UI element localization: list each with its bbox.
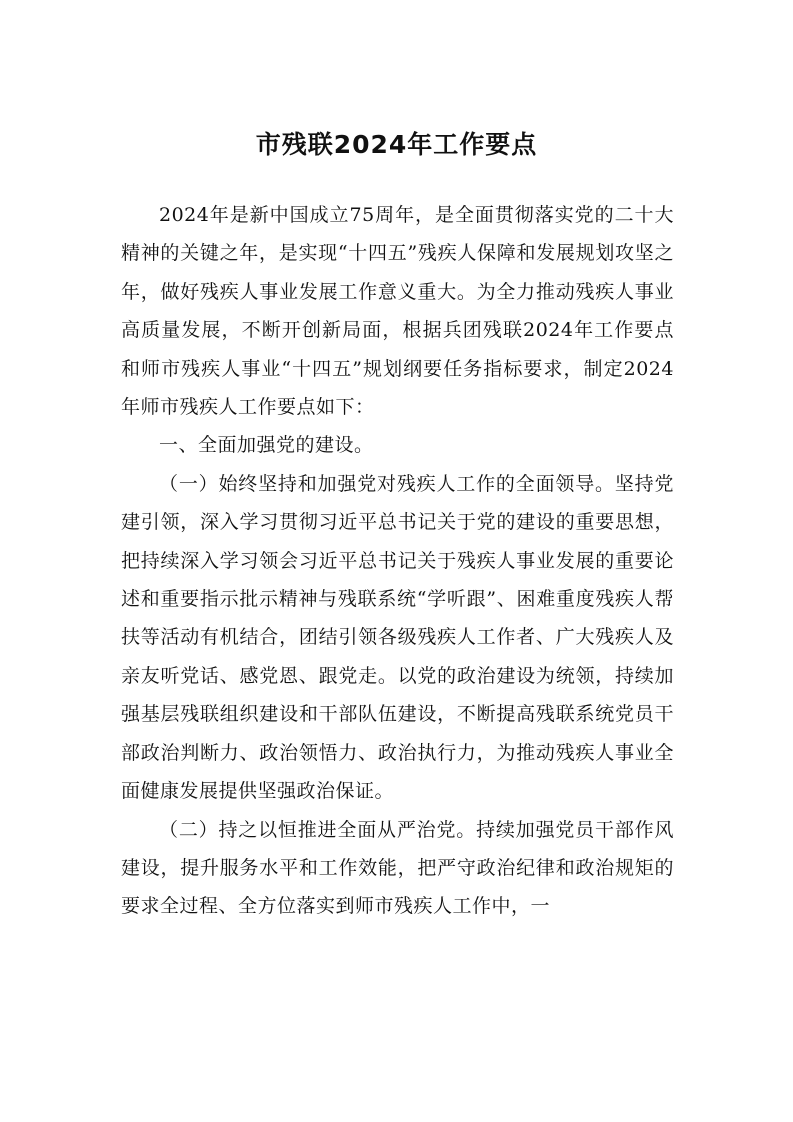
subsection-paragraph-2: （二）持之以恒推进全面从严治党。持续加强党员干部作风建设，提升服务水平和工作效能，把严守政治纪律和政治规矩的要求全过程、全方位落实到师市残疾人工作中，一 — [121, 818, 674, 918]
document-title: 市残联2024年工作要点 — [255, 130, 538, 159]
document-body — [121, 196, 674, 926]
section-heading: 一、全面加强党的建设。 — [159, 434, 374, 457]
subsection-paragraph-1: （一）始终坚持和加强党对残疾人工作的全面领导。坚持党建引领，深入学习贯彻习近平总书记关于党的建设的重要思想，把持续深入学习领会习近平总书记关于残疾人事业发展的重要论述和重要指示批示精神与残联系统“学听跟”、困难重度残疾人帮扶等活动有机结合，团结引领各级残疾人工作者、广大残疾人及亲友听党话、感党恩、跟党走。以党的政治建设为统领，持续加强基层残联组织建设和干部队伍建设，不断提高残联系统党员干部政治判断力、政治领悟力、政治执行力，为推动残疾人事业全面健康发展提供坚强政治保证。 — [121, 472, 674, 803]
intro-paragraph: 2024年是新中国成立75周年，是全面贯彻落实党的二十大精神的关键之年，是实现“十四五”残疾人保障和发展规划攻坚之年，做好残疾人事业发展工作意义重大。为全力推动残疾人事业高质量发展，不断开创新局面，根据兵团残联2024年工作要点和师市残疾人事业“十四五”规划纲要任务指标要求，制定2024年师市残疾人工作要点如下： — [121, 204, 674, 419]
